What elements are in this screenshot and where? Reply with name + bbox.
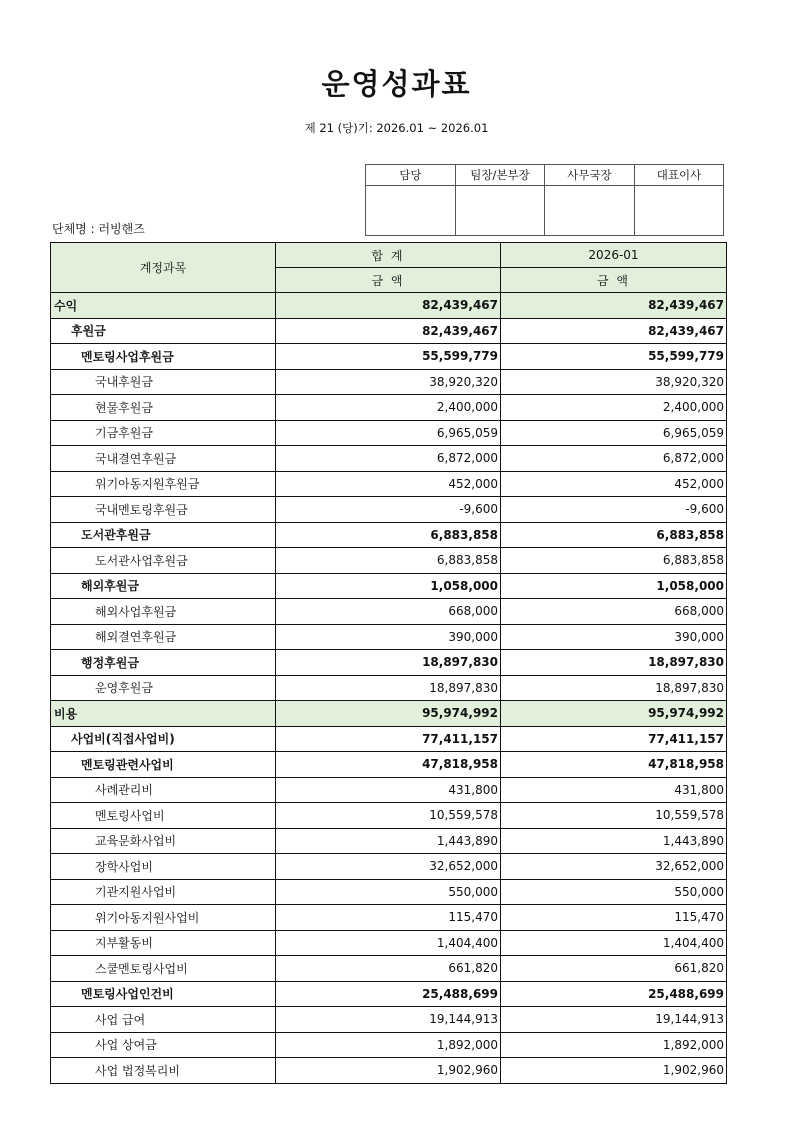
month-amount: 2,400,000	[501, 395, 727, 421]
table-row	[51, 548, 727, 574]
month-amount: 55,599,779	[501, 344, 727, 370]
approval-label-secretary-general: 사무국장	[545, 165, 635, 186]
total-amount: 2,400,000	[276, 395, 501, 421]
table-row	[51, 854, 727, 880]
table-row	[51, 777, 727, 803]
total-amount: 115,470	[276, 905, 501, 931]
account-name: 행정후원금	[51, 650, 276, 676]
month-amount: 82,439,467	[501, 318, 727, 344]
total-amount: 550,000	[276, 879, 501, 905]
report-title: 운영성과표	[321, 67, 472, 101]
operating-results-table	[50, 242, 727, 1084]
fiscal-period: 제 21 (당)기: 2026.01 ~ 2026.01	[304, 121, 489, 135]
table-row	[51, 905, 727, 931]
table-row	[51, 573, 727, 599]
table-row	[51, 752, 727, 778]
month-amount: 1,058,000	[501, 573, 727, 599]
table-row	[51, 981, 727, 1007]
month-amount: 95,974,992	[501, 701, 727, 727]
table-row	[51, 471, 727, 497]
month-amount: 6,883,858	[501, 522, 727, 548]
month-amount: 452,000	[501, 471, 727, 497]
table-row	[51, 879, 727, 905]
table-row	[51, 1058, 727, 1084]
table-row	[51, 344, 727, 370]
table-row	[51, 446, 727, 472]
approval-label-ceo: 대표이사	[635, 165, 724, 186]
month-amount: 550,000	[501, 879, 727, 905]
account-name: 위기아동지원사업비	[51, 905, 276, 931]
table-row	[51, 675, 727, 701]
account-name: 국내멘토링후원금	[51, 497, 276, 523]
month-amount: 19,144,913	[501, 1007, 727, 1033]
account-name: 해외사업후원금	[51, 599, 276, 625]
table-row	[51, 599, 727, 625]
table-row	[51, 293, 727, 319]
signature-cell-ceo	[635, 186, 724, 236]
month-amount: 10,559,578	[501, 803, 727, 829]
month-column-header: 2026-01	[501, 243, 727, 268]
signature-cell-secretary-general	[545, 186, 635, 236]
account-name: 사업 상여금	[51, 1032, 276, 1058]
signature-cell-team-lead	[456, 186, 545, 236]
account-name: 비용	[51, 701, 276, 727]
account-name: 장학사업비	[51, 854, 276, 880]
month-amount: 38,920,320	[501, 369, 727, 395]
month-amount: 1,902,960	[501, 1058, 727, 1084]
total-amount: 18,897,830	[276, 675, 501, 701]
account-name: 현물후원금	[51, 395, 276, 421]
total-amount: 6,872,000	[276, 446, 501, 472]
month-amount: 1,892,000	[501, 1032, 727, 1058]
account-name: 지부활동비	[51, 930, 276, 956]
table-row	[51, 497, 727, 523]
account-name: 후원금	[51, 318, 276, 344]
total-amount: 6,883,858	[276, 548, 501, 574]
total-amount-subheader: 금 액	[276, 268, 501, 293]
total-amount: 668,000	[276, 599, 501, 625]
table-row	[51, 395, 727, 421]
total-amount: 19,144,913	[276, 1007, 501, 1033]
account-name: 사례관리비	[51, 777, 276, 803]
organization-name: 단체명 : 러빙핸즈	[52, 222, 145, 236]
table-row	[51, 803, 727, 829]
month-amount: 82,439,467	[501, 293, 727, 319]
table-row	[51, 930, 727, 956]
total-amount: 6,883,858	[276, 522, 501, 548]
approval-box	[365, 164, 724, 236]
approval-label-team-lead: 팀장/본부장	[456, 165, 545, 186]
account-name: 도서관사업후원금	[51, 548, 276, 574]
account-name: 사업 급여	[51, 1007, 276, 1033]
account-name: 멘토링사업인건비	[51, 981, 276, 1007]
month-amount: 1,404,400	[501, 930, 727, 956]
total-amount: 77,411,157	[276, 726, 501, 752]
month-amount-subheader: 금 액	[501, 268, 727, 293]
total-amount: 47,818,958	[276, 752, 501, 778]
month-amount: 668,000	[501, 599, 727, 625]
total-amount: 1,404,400	[276, 930, 501, 956]
account-name: 멘토링사업후원금	[51, 344, 276, 370]
table-row	[51, 522, 727, 548]
total-amount: 1,058,000	[276, 573, 501, 599]
total-amount: 10,559,578	[276, 803, 501, 829]
table-row	[51, 1007, 727, 1033]
account-name: 해외결연후원금	[51, 624, 276, 650]
account-name: 위기아동지원후원금	[51, 471, 276, 497]
total-amount: 1,902,960	[276, 1058, 501, 1084]
total-amount: -9,600	[276, 497, 501, 523]
month-amount: 18,897,830	[501, 675, 727, 701]
account-name: 멘토링사업비	[51, 803, 276, 829]
table-body	[51, 293, 727, 1084]
table-row	[51, 369, 727, 395]
account-name: 교육문화사업비	[51, 828, 276, 854]
account-name: 해외후원금	[51, 573, 276, 599]
month-amount: 6,872,000	[501, 446, 727, 472]
table-row	[51, 701, 727, 727]
total-amount: 55,599,779	[276, 344, 501, 370]
total-amount: 6,965,059	[276, 420, 501, 446]
total-amount: 82,439,467	[276, 293, 501, 319]
table-row	[51, 420, 727, 446]
table-row	[51, 956, 727, 982]
total-amount: 18,897,830	[276, 650, 501, 676]
month-amount: 661,820	[501, 956, 727, 982]
month-amount: -9,600	[501, 497, 727, 523]
total-amount: 390,000	[276, 624, 501, 650]
account-column-header: 계정과목	[51, 243, 276, 293]
month-amount: 47,818,958	[501, 752, 727, 778]
table-row	[51, 828, 727, 854]
total-amount: 661,820	[276, 956, 501, 982]
table-row	[51, 1032, 727, 1058]
account-name: 스쿨멘토링사업비	[51, 956, 276, 982]
account-name: 도서관후원금	[51, 522, 276, 548]
table-row	[51, 318, 727, 344]
total-amount: 32,652,000	[276, 854, 501, 880]
month-amount: 390,000	[501, 624, 727, 650]
total-amount: 1,892,000	[276, 1032, 501, 1058]
account-name: 수익	[51, 293, 276, 319]
month-amount: 18,897,830	[501, 650, 727, 676]
table-row	[51, 624, 727, 650]
account-name: 멘토링관련사업비	[51, 752, 276, 778]
month-amount: 25,488,699	[501, 981, 727, 1007]
month-amount: 1,443,890	[501, 828, 727, 854]
account-name: 운영후원금	[51, 675, 276, 701]
total-amount: 431,800	[276, 777, 501, 803]
account-name: 사업 법정복리비	[51, 1058, 276, 1084]
account-name: 사업비(직접사업비)	[51, 726, 276, 752]
table-row	[51, 650, 727, 676]
approval-label-manager: 담당	[366, 165, 456, 186]
total-amount: 38,920,320	[276, 369, 501, 395]
total-amount: 452,000	[276, 471, 501, 497]
account-name: 기관지원사업비	[51, 879, 276, 905]
total-amount: 25,488,699	[276, 981, 501, 1007]
month-amount: 115,470	[501, 905, 727, 931]
account-name: 기금후원금	[51, 420, 276, 446]
month-amount: 77,411,157	[501, 726, 727, 752]
total-amount: 1,443,890	[276, 828, 501, 854]
total-column-header: 합 계	[276, 243, 501, 268]
account-name: 국내후원금	[51, 369, 276, 395]
total-amount: 95,974,992	[276, 701, 501, 727]
account-name: 국내결연후원금	[51, 446, 276, 472]
signature-cell-manager	[366, 186, 456, 236]
month-amount: 32,652,000	[501, 854, 727, 880]
total-amount: 82,439,467	[276, 318, 501, 344]
month-amount: 431,800	[501, 777, 727, 803]
month-amount: 6,965,059	[501, 420, 727, 446]
month-amount: 6,883,858	[501, 548, 727, 574]
table-row	[51, 726, 727, 752]
